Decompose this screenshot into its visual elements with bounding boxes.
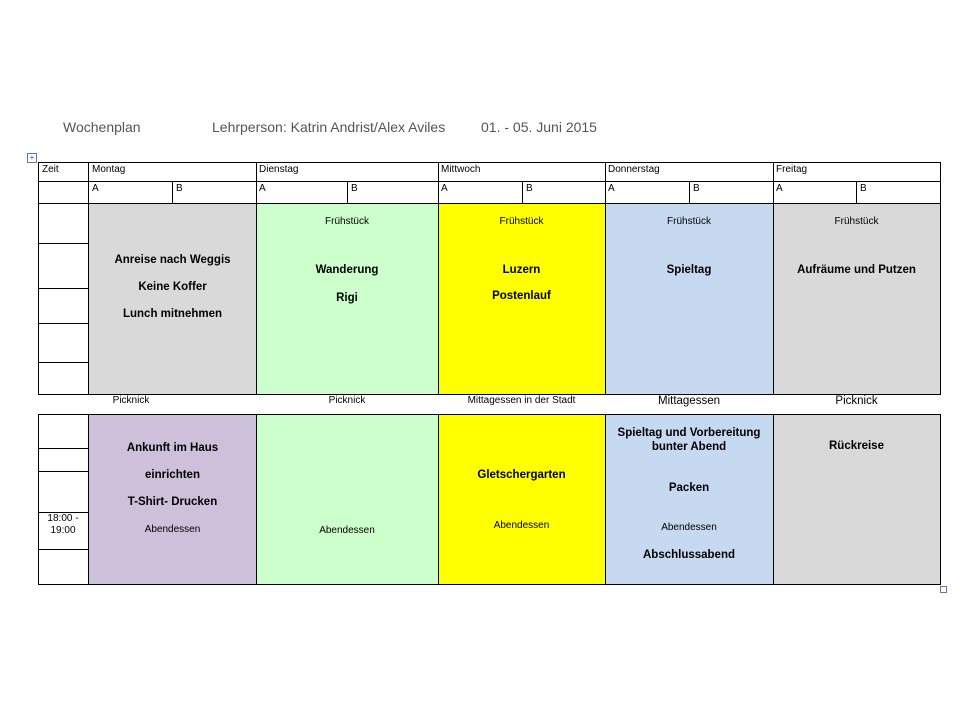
grid-line <box>605 414 606 585</box>
teacher-label: Lehrperson: Katrin Andrist/Alex Aviles <box>212 119 446 135</box>
table-resize-handle[interactable] <box>940 586 947 593</box>
donnerstag-lunch: Mittagessen <box>657 395 720 407</box>
zeit-header: Zeit <box>42 164 59 175</box>
grid-line <box>88 162 89 395</box>
dienstag-dinner: Abendessen <box>319 525 375 536</box>
day-header-mittwoch: Mittwoch <box>441 164 481 175</box>
grid-line <box>522 181 523 204</box>
grid-line <box>38 323 89 324</box>
day-header-donnerstag: Donnerstag <box>608 164 660 175</box>
donnerstag-breakfast: Frühstück <box>667 216 711 227</box>
montag-afternoon-line-2: einrichten <box>145 469 200 481</box>
grid-line <box>38 448 89 449</box>
montag-morning-line-1: Anreise nach Weggis <box>114 254 231 266</box>
dienstag-morning-block <box>256 204 438 394</box>
donnerstag-afternoon-block <box>605 415 773 584</box>
freitag-breakfast: Frühstück <box>834 216 879 227</box>
donnerstag-afternoon-line-3: Packen <box>668 482 710 494</box>
grid-line <box>38 162 941 163</box>
donnerstag-afternoon-line-2: bunter Abend <box>651 441 727 453</box>
montag-afternoon-line-1: Ankunft im Haus <box>126 442 219 454</box>
grid-line <box>38 414 941 415</box>
dienstag-afternoon-block <box>256 415 438 584</box>
grid-line <box>256 414 257 585</box>
montag-dinner: Abendessen <box>144 524 201 535</box>
montag-afternoon-line-3: T-Shirt- Drucken <box>127 496 218 508</box>
montag-afternoon-block <box>89 415 256 584</box>
grid-line <box>438 162 439 395</box>
montag-group-b: B <box>176 183 183 194</box>
freitag-group-b: B <box>860 183 867 194</box>
grid-line <box>38 362 89 363</box>
freitag-afternoon-block <box>773 415 940 584</box>
mittwoch-breakfast: Frühstück <box>499 216 544 227</box>
mittwoch-group-b: B <box>526 183 533 194</box>
grid-line <box>38 584 941 585</box>
mittwoch-lunch: Mittagessen in der Stadt <box>467 395 576 406</box>
freitag-group-a: A <box>776 183 783 194</box>
grid-line <box>38 414 39 585</box>
mittwoch-afternoon-line-1: Gletschergarten <box>477 469 566 481</box>
dienstag-morning-line-2: Rigi <box>336 292 358 304</box>
document-title: Wochenplan <box>63 119 141 135</box>
donnerstag-afternoon-line-1: Spieltag und Vorbereitung <box>617 427 761 439</box>
freitag-lunch: Picknick <box>835 395 878 407</box>
grid-line <box>256 162 257 395</box>
grid-line <box>438 414 439 585</box>
montag-group-a: A <box>92 183 99 194</box>
grid-line <box>38 181 941 182</box>
montag-lunch: Picknick <box>112 395 150 406</box>
grid-line <box>940 414 941 585</box>
grid-line <box>38 243 89 244</box>
grid-line <box>38 288 89 289</box>
mittwoch-afternoon-block <box>438 415 605 584</box>
freitag-morning-block <box>773 204 940 394</box>
grid-line <box>940 162 941 395</box>
dienstag-morning-line-1: Wanderung <box>315 264 379 276</box>
day-header-montag: Montag <box>92 164 126 175</box>
grid-line <box>38 162 39 395</box>
mittwoch-morning-line-2: Postenlauf <box>492 290 551 302</box>
montag-morning-line-2: Keine Koffer <box>138 281 207 293</box>
grid-line <box>347 181 348 204</box>
grid-line <box>38 394 941 395</box>
grid-line <box>38 512 89 513</box>
day-header-dienstag: Dienstag <box>259 164 299 175</box>
montag-morning-line-3: Lunch mitnehmen <box>122 308 223 320</box>
donnerstag-dinner: Abendessen <box>661 522 717 533</box>
mittwoch-morning-line-1: Luzern <box>502 264 541 276</box>
grid-line <box>773 162 774 395</box>
donnerstag-morning-block <box>605 204 773 394</box>
freitag-afternoon-line-1: Rückreise <box>829 440 884 452</box>
date-range: 01. - 05. Juni 2015 <box>481 119 597 135</box>
montag-morning-block <box>89 204 256 394</box>
day-header-freitag: Freitag <box>776 164 808 175</box>
dienstag-breakfast: Frühstück <box>325 216 369 227</box>
dinner-time-label: 18:00 - 19:00 <box>47 513 79 536</box>
donnerstag-morning-line-1: Spieltag <box>666 264 712 276</box>
grid-line <box>605 162 606 395</box>
grid-line <box>38 203 941 204</box>
donnerstag-farewell-evening: Abschlussabend <box>642 549 736 561</box>
dienstag-group-b: B <box>351 183 358 194</box>
mittwoch-dinner: Abendessen <box>493 520 550 531</box>
grid-line <box>856 181 857 204</box>
grid-line <box>38 471 89 472</box>
grid-line <box>689 181 690 204</box>
table-move-handle-icon[interactable]: + <box>27 153 37 163</box>
grid-line <box>38 549 89 550</box>
mittwoch-morning-block <box>438 204 605 394</box>
mittwoch-group-a: A <box>441 183 448 194</box>
dienstag-group-a: A <box>259 183 266 194</box>
dienstag-lunch: Picknick <box>328 395 366 406</box>
grid-line <box>172 181 173 204</box>
grid-line <box>88 414 89 585</box>
freitag-morning-line-1: Aufräume und Putzen <box>797 264 916 276</box>
grid-line <box>773 414 774 585</box>
donnerstag-group-b: B <box>693 183 700 194</box>
donnerstag-group-a: A <box>608 183 615 194</box>
